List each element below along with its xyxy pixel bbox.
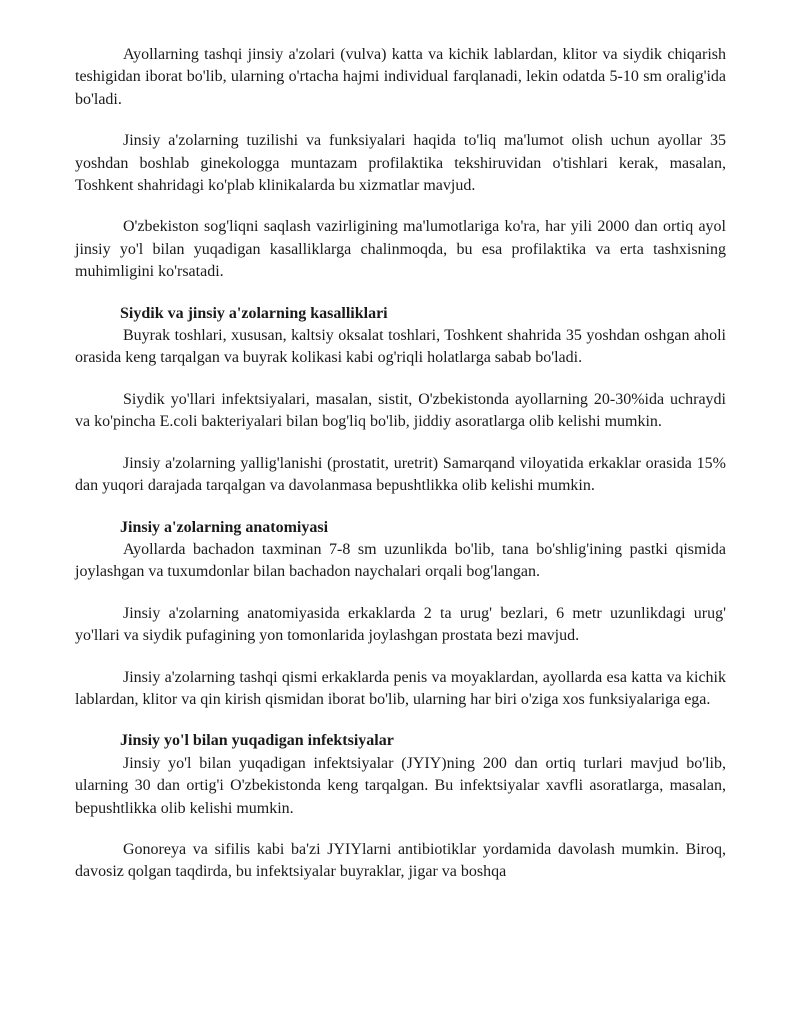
paragraph-gap [75, 820, 726, 839]
paragraph-gap [75, 711, 726, 730]
paragraph-gap [75, 498, 726, 517]
paragraph-male-anatomy: Jinsiy a'zolarning anatomiyasida erkaklarda 2 ta urug' bezlari, 6 metr uzunlikdagi urug' yo'llari va siydik pufagining yon tomonlarida joylashgan prostata bezi mavjud. [75, 604, 726, 645]
section-heading-diseases: Siydik va jinsiy a'zolarning kasalliklari [120, 304, 388, 322]
paragraph-gap [75, 197, 726, 216]
paragraph-vulva-anatomy: Ayollarning tashqi jinsiy a'zolari (vulva) katta va kichik lablardan, klitor va siydik chiqarish teshigidan iborat bo'lib, ularning o'rtacha hajmi individual farqlanadi, lekin odatda 5-10 sm oralig'ida bo'ladi. [75, 46, 726, 108]
paragraph-gap [75, 584, 726, 603]
paragraph-gap [75, 111, 726, 130]
paragraph-urinary-infections: Siydik yo'llari infektsiyalari, masalan, sistit, O'zbekistonda ayollarning 20-30%ida uchraydi va ko'pincha E.coli bakteriyalari bilan bog'liq bo'lib, jiddiy asoratlarga olib kelishi mumkin. [75, 390, 726, 431]
paragraph-gynecology-checkup: Jinsiy a'zolarning tuzilishi va funksiyalari haqida to'liq ma'lumot olish uchun ayollar 35 yoshdan boshlab ginekologga muntazam profilaktika tekshiruvidan o'tishlari kerak, masalan, Toshkent shahridagi ko'plab klinikalarda bu xizmatlar mavjud. [75, 132, 726, 195]
paragraph-gap [75, 648, 726, 667]
paragraph-inflammation: Jinsiy a'zolarning yallig'lanishi (prostatit, uretrit) Samarqand viloyatida erkaklar orasida 15% dan yuqori darajada tarqalgan va davolanmasa bepushtlikka olib kelishi mumkin. [75, 454, 726, 495]
paragraph-ministry-statistics: O'zbekiston sog'liqni saqlash vazirligining ma'lumotlariga ko'ra, har yili 2000 dan ortiq ayol jinsiy yo'l bilan yuqadigan kasalliklarga chalinmoqda, bu esa profilaktika va erta tashxisning muhimligini ko'rsatadi. [75, 218, 726, 281]
document-page [75, 44, 726, 884]
paragraph-external-organs: Jinsiy a'zolarning tashqi qismi erkaklarda penis va moyaklardan, ayollarda esa katta va kichik lablardan, klitor va qin kirish qismidan iborat bo'lib, ularning har biri o'ziga xos funksiyalariga ega. [75, 668, 726, 708]
paragraph-gap [75, 370, 726, 389]
section-heading-anatomy: Jinsiy a'zolarning anatomiyasi [120, 518, 329, 536]
paragraph-uterus: Ayollarda bachadon taxminan 7-8 sm uzunlikda bo'lib, tana bo'shlig'ining pastki qismida joylashgan va tuxumdonlar bilan bachadon naychalari orqali bog'langan. [75, 540, 726, 581]
paragraph-gap [75, 434, 726, 453]
paragraph-sti-types: Jinsiy yo'l bilan yuqadigan infektsiyalar (JYIY)ning 200 dan ortiq turlari mavjud bo'lib, ularning 30 dan ortig'i O'zbekistonda keng tarqalgan. Bu infektsiyalar xavfli asoratlarga, masalan, bepushtlikka olib kelishi mumkin. [75, 754, 726, 817]
paragraph-kidney-stones: Buyrak toshlari, xususan, kaltsiy oksalat toshlari, Toshkent shahrida 35 yoshdan oshgan aholi orasida keng tarqalgan va buyrak kolikasi kabi og'riqli holatlarga sabab bo'ladi. [75, 327, 726, 367]
paragraph-gap [75, 284, 726, 303]
section-heading-infections: Jinsiy yo'l bilan yuqadigan infektsiyalar [120, 732, 394, 750]
paragraph-gonorrhea-syphilis: Gonoreya va sifilis kabi ba'zi JYIYlarni antibiotiklar yordamida davolash mumkin. Biroq, davosiz qolgan taqdirda, bu infektsiyalar buyraklar, jigar va boshqa [75, 840, 726, 881]
